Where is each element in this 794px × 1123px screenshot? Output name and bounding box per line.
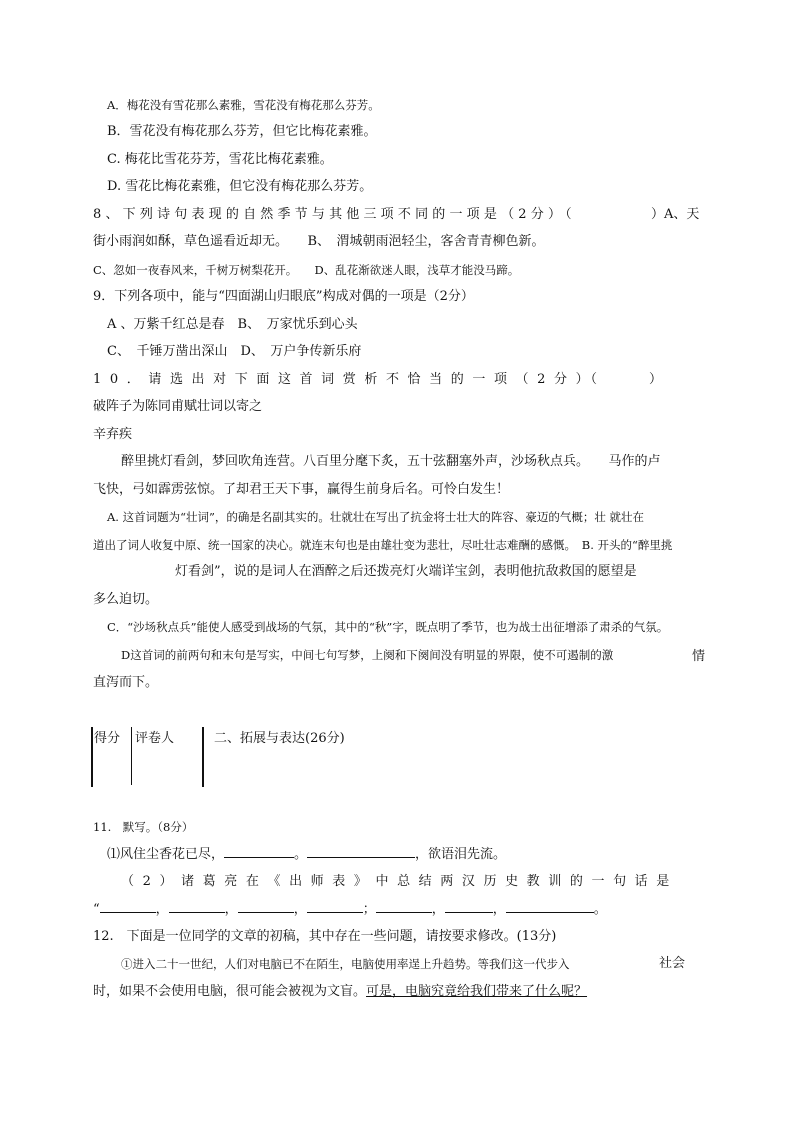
quote-mark: “ — [93, 902, 100, 917]
q7-option-a: A．梅花没有雪花那么素雅，雪花没有梅花那么芬芳。 — [107, 98, 380, 112]
q10-option-d-line1-end: 情 — [692, 649, 706, 664]
answer-blank[interactable] — [238, 900, 294, 913]
score-box-left-border — [91, 727, 93, 787]
punct: ， — [293, 902, 307, 917]
score-box-right-border — [202, 727, 204, 787]
answer-blank[interactable] — [376, 900, 432, 913]
q9-options-ab: A 、万紫千红总是春 B、 万家忧乐到心头 — [107, 317, 358, 332]
q10-stem: 10．请选出对下面这首词赏析不恰当的一项（2分） — [93, 372, 598, 387]
grader-label: 评卷人 — [135, 731, 175, 746]
q7-option-d: D. 雪花比梅花素雅，但它没有梅花那么芬芳。 — [107, 179, 373, 194]
punct: 。 — [294, 847, 308, 862]
answer-blank[interactable] — [224, 845, 294, 858]
poem-title: 破阵子为陈同甫赋壮词以寄之 — [93, 399, 263, 414]
q7-option-c: C. 梅花比雪花芬芳，雪花比梅花素雅。 — [107, 152, 333, 167]
q7-option-b: B．雪花没有梅花那么芬芳，但它比梅花素雅。 — [107, 124, 377, 139]
q11-stem: 11. 默写。（8分） — [93, 820, 194, 834]
punct: 。 — [593, 902, 607, 917]
answer-blank[interactable] — [100, 900, 156, 913]
q8-line2: 街小雨润如酥，草色遥看近却无。 B、 渭城朝雨浥轻尘，客舍青青柳色新。 — [93, 234, 545, 249]
q12-stem: 12. 下面是一位同学的文章的初稿，其中存在一些问题，请按要求修改。(13分) — [93, 929, 557, 944]
answer-blank[interactable] — [445, 900, 493, 913]
q12-para-2 — [93, 983, 587, 1001]
punct: ； — [362, 902, 376, 917]
answer-blank[interactable] — [506, 900, 594, 913]
q11-item-2-blanks — [93, 900, 607, 919]
answer-blank[interactable] — [307, 900, 363, 913]
q11-item-1 — [107, 845, 506, 864]
poem-line-1: 醉里挑灯看剑，梦回吹角连营。八百里分麾下炙，五十弦翻塞外声，沙场秋点兵。 马作的卢 — [121, 454, 661, 469]
q10-option-b-line3: 多么迫切。 — [93, 592, 159, 607]
q10-option-d-line2: 直泻而下。 — [93, 675, 159, 690]
q10-option-c: C．“沙场秋点兵”能使人感受到战场的气氛，其中的“秋”字，既点明了季节，也为战士出征增添了肃杀的气氛。 — [107, 620, 669, 634]
section-title: 二、拓展与表达(26分) — [214, 731, 345, 746]
q12-para-1-end: 社会 — [659, 956, 686, 971]
q12-underlined-sentence: 可是，电脑究竟给我们带来了什么呢？ — [366, 984, 588, 999]
punct: ， — [224, 902, 238, 917]
q10-option-a-line2: 道出了词人收复中原、统一国家的决心。就连末句也是由雄壮变为悲壮，尽吐壮志难酬的感慨。 B. 开头的“醉里挑 — [93, 538, 673, 552]
q8-stem-close: ）A、天 — [651, 207, 700, 222]
q11-item-2: （2）诸葛亮在《出师表》中总结两汉历史教训的一句话是 — [121, 874, 678, 889]
q10-option-a-line1: A. 这首词题为“壮词”，的确是名副其实的。壮就壮在写出了抗金将士壮大的阵容、豪迈的气概；壮 就壮在 — [107, 510, 645, 524]
punct: ， — [431, 902, 445, 917]
q11-item-1-end: ，欲语泪先流。 — [415, 847, 507, 862]
punct: ， — [492, 902, 506, 917]
punct: ， — [155, 902, 169, 917]
q10-option-d-line1: D这首词的前两句和末句是写实，中间七句写梦，上阕和下阕间没有明显的界限，使不可遏制的激 — [121, 648, 614, 662]
poem-line-2: 飞快，弓如霹雳弦惊。了却君王天下事，赢得生前身后名。可怜白发生！ — [93, 482, 510, 497]
answer-blank[interactable] — [169, 900, 225, 913]
q9-options-cd: C、 千锤万凿出深山 D、 万户争传新乐府 — [107, 344, 362, 359]
poem-author: 辛弃疾 — [93, 427, 133, 442]
q10-answer-paren: （ ） — [584, 372, 663, 387]
score-label: 得分 — [94, 731, 121, 746]
q11-item-1-text: ⑴风住尘香花已尽， — [107, 847, 225, 862]
q9-stem: 9．下列各项中，能与“四面湖山归眼底”构成对偶的一项是（2分） — [93, 289, 474, 304]
q8-stem: 8、下列诗句表现的自然季节与其他三项不同的一项是（2分）（ — [93, 207, 576, 222]
q10-option-b-line2: 灯看剑”，说的是词人在酒醉之后还拨亮灯火端详宝剑，表明他抗敌救国的愿望是 — [175, 564, 637, 579]
q12-para-1: ①进入二十一世纪，人们对电脑已不在陌生，电脑使用率逞上升趋势。等我们这一代步入 — [121, 957, 570, 971]
q8-line3: C、忽如一夜春风来，千树万树梨花开。 D、乱花渐欲迷人眼，浅草才能没马蹄。 — [93, 263, 520, 277]
q12-para-2-text: 时，如果不会使用电脑，很可能会被视为文盲。 — [93, 984, 367, 999]
answer-blank[interactable] — [307, 845, 415, 858]
score-box-divider — [131, 727, 132, 785]
